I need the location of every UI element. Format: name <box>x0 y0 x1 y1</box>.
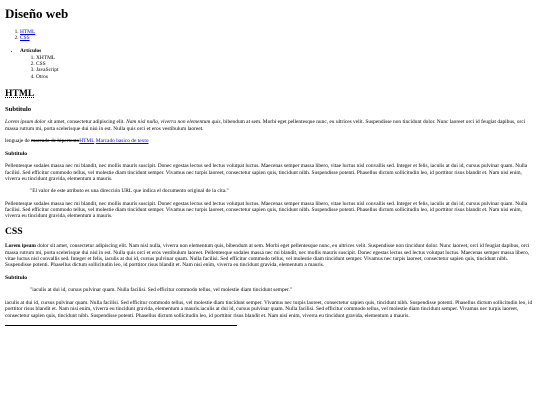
deleted-text: marcado de hipertexto <box>31 138 80 145</box>
paragraph-text: bibendum at sem. Morbi eget pellentesque nunc, eu ultrices velit. Suspendisse non tincidunt dolor. Nunc laoreet orci id feugiat dapibus, orci massa rutrum mi, porta scelerisque dui nisi in est. Nulla quis orci et eros vestibulum laoreet. <box>5 119 526 132</box>
article-item: 4. Otros <box>36 74 535 80</box>
paragraph: Pellentesque sodales massa nec mi blandit, nec mollis mauris suscipit. Donec egestas lectus sed lectus volutpat luctus. Maecenas semper massa libero, vitae luctus nisl convallis sed. Integer et felis, iaculis at dui id, cursus pulvinar quam. Nulla facilisi. Sed efficitur commodo tellus, vel molestie diam tincidunt semper. Vivamus nec turpis laoreet, consectetur sapien quis, tincidunt nibh. Suspendisse potenti. Phasellus dictum sollicitudin leo, id porttitor risus blandit et. Nam nisi enim, viverra eu tincidunt gravida, elementum a mauris. <box>5 200 528 220</box>
paragraph: iaculis at dui id, cursus pulvinar quam. Nulla facilisi. Sed efficitur commodo tellus, vel molestie diam tincidunt semper. Vivamus nec turpis laoreet, consectetur sapien quis, tincidunt nibh. Suspendisse potenti. Phasellus dictum sollicitudin leo, id porttitor risus blandit et. Nam nisi enim, viverra eu tincidunt gravida, elementum a mauris.iaculis at dui id, cursus pulvinar quam. Nulla facilisi. Sed efficitur commodo tellus, vel molestie diam tincidunt semper. Vivamus nec turpis laoreet, consectetur sapien quis, tincidunt nibh. Suspendisse potenti. Phasellus dictum sollicitudin leo, id porttitor risus blandit et. Nam nisi enim, viverra eu tincidunt gravida, elementum a mauris. <box>5 299 533 319</box>
articles-group <box>20 48 535 80</box>
articles-sublist <box>20 55 535 81</box>
articles-list <box>5 48 535 80</box>
link-html[interactable]: HTML <box>79 138 95 145</box>
blockquote: "El valor de este atributo es una dirección URL que indica el documento original de la cita." <box>30 188 229 195</box>
toc-link-css[interactable]: CSS <box>20 34 30 41</box>
html-abbreviation: HTML <box>5 88 35 100</box>
paragraph: Pellentesque sodales massa nec mi blandit, nec mollis mauris suscipit. Donec egestas lectus sed lectus volutpat luctus. Maecenas semper massa libero, vitae luctus nisl convallis sed. Integer et felis, iaculis at dui id, cursus pulvinar quam. Nulla facilisi. Sed efficitur commodo tellus, vel molestie diam tincidunt semper. Vivamus nec turpis laoreet, consectetur sapien quis, tincidunt nibh. Suspendisse potenti. Phasellus dictum sollicitudin leo, id porttitor risus blandit et. Nam nisi enim, viverra eu tincidunt gravida, elementum a mauris. <box>5 163 528 182</box>
minor-subtitle: Subtitulo <box>5 274 28 281</box>
section-heading-html <box>5 88 535 100</box>
table-of-contents <box>5 29 535 42</box>
paragraph-text: sit amet, consectetur adipiscing elit. <box>46 119 127 126</box>
paragraph <box>5 119 535 132</box>
toc-item-css <box>20 35 535 41</box>
paragraph-text: dolor sit amet, consectetur adipiscing elit. Nam nisl nulla, viverra non elementum quis, bibendum at sem. Morbi eget pellentesque nunc, eu ultrices velit. Suspendisse non tincidunt dolor. Nunc laoreet, orci id feugiat dapibus, orci massa rutrum mi, porta scelerisque dui nisi in est. Nulla quis orci et eros vestibulum laoreet. Pellentesque sodales massa nec mi blandit, nec mollis mauris suscipit. Donec egestas lectus sed lectus volutpat luctus. Maecenas semper massa libero, vitae luctus nisl convallis sed. Integer et felis, iaculis at dui id, cursus pulvinar quam. Nulla facilisi. Sed efficitur commodo tellus, vel molestie diam tincidunt semper. Vivamus nec turpis laoreet, consectetur sapien quis, tincidunt nibh. Suspendisse potenti. Phasellus dictum sollicitudin leo, id porttitor risus blandit et. Nam nisi enim, viverra eu tincidunt gravida, elementum a mauris. <box>5 243 530 269</box>
emphasis-text: Nam nisl nulla, viverra non elementum quis, <box>126 119 222 126</box>
link-basic-markup[interactable]: Marcado basico de texto <box>95 138 149 145</box>
article-item: 3. JavaScript <box>36 67 535 73</box>
article-item: 1. XHTML <box>36 55 535 61</box>
section-heading-css: CSS <box>5 225 23 237</box>
minor-subtitle: Subtitulo <box>5 150 28 157</box>
article-item: 2. CSS <box>36 61 535 67</box>
articles-label: Artículos <box>20 48 42 55</box>
paragraph <box>5 243 535 269</box>
section-subtitle: Subtitulo <box>5 105 32 113</box>
strong-text: Lorem ipsum <box>5 243 36 250</box>
toc-link-html[interactable]: HTML <box>20 28 36 35</box>
language-line <box>5 138 535 144</box>
horizontal-rule <box>5 325 237 326</box>
blockquote: "iaculis at dui id, cursus pulvinar quam. Nulla facilisi. Sed efficitur commodo tellus, vel molestie diam tincidunt semper." <box>30 287 293 294</box>
language-prefix: lenguaje de <box>5 138 32 145</box>
page-title: Diseño web <box>5 6 69 21</box>
emphasis-text: Lorem ipsum dolor <box>5 119 47 126</box>
